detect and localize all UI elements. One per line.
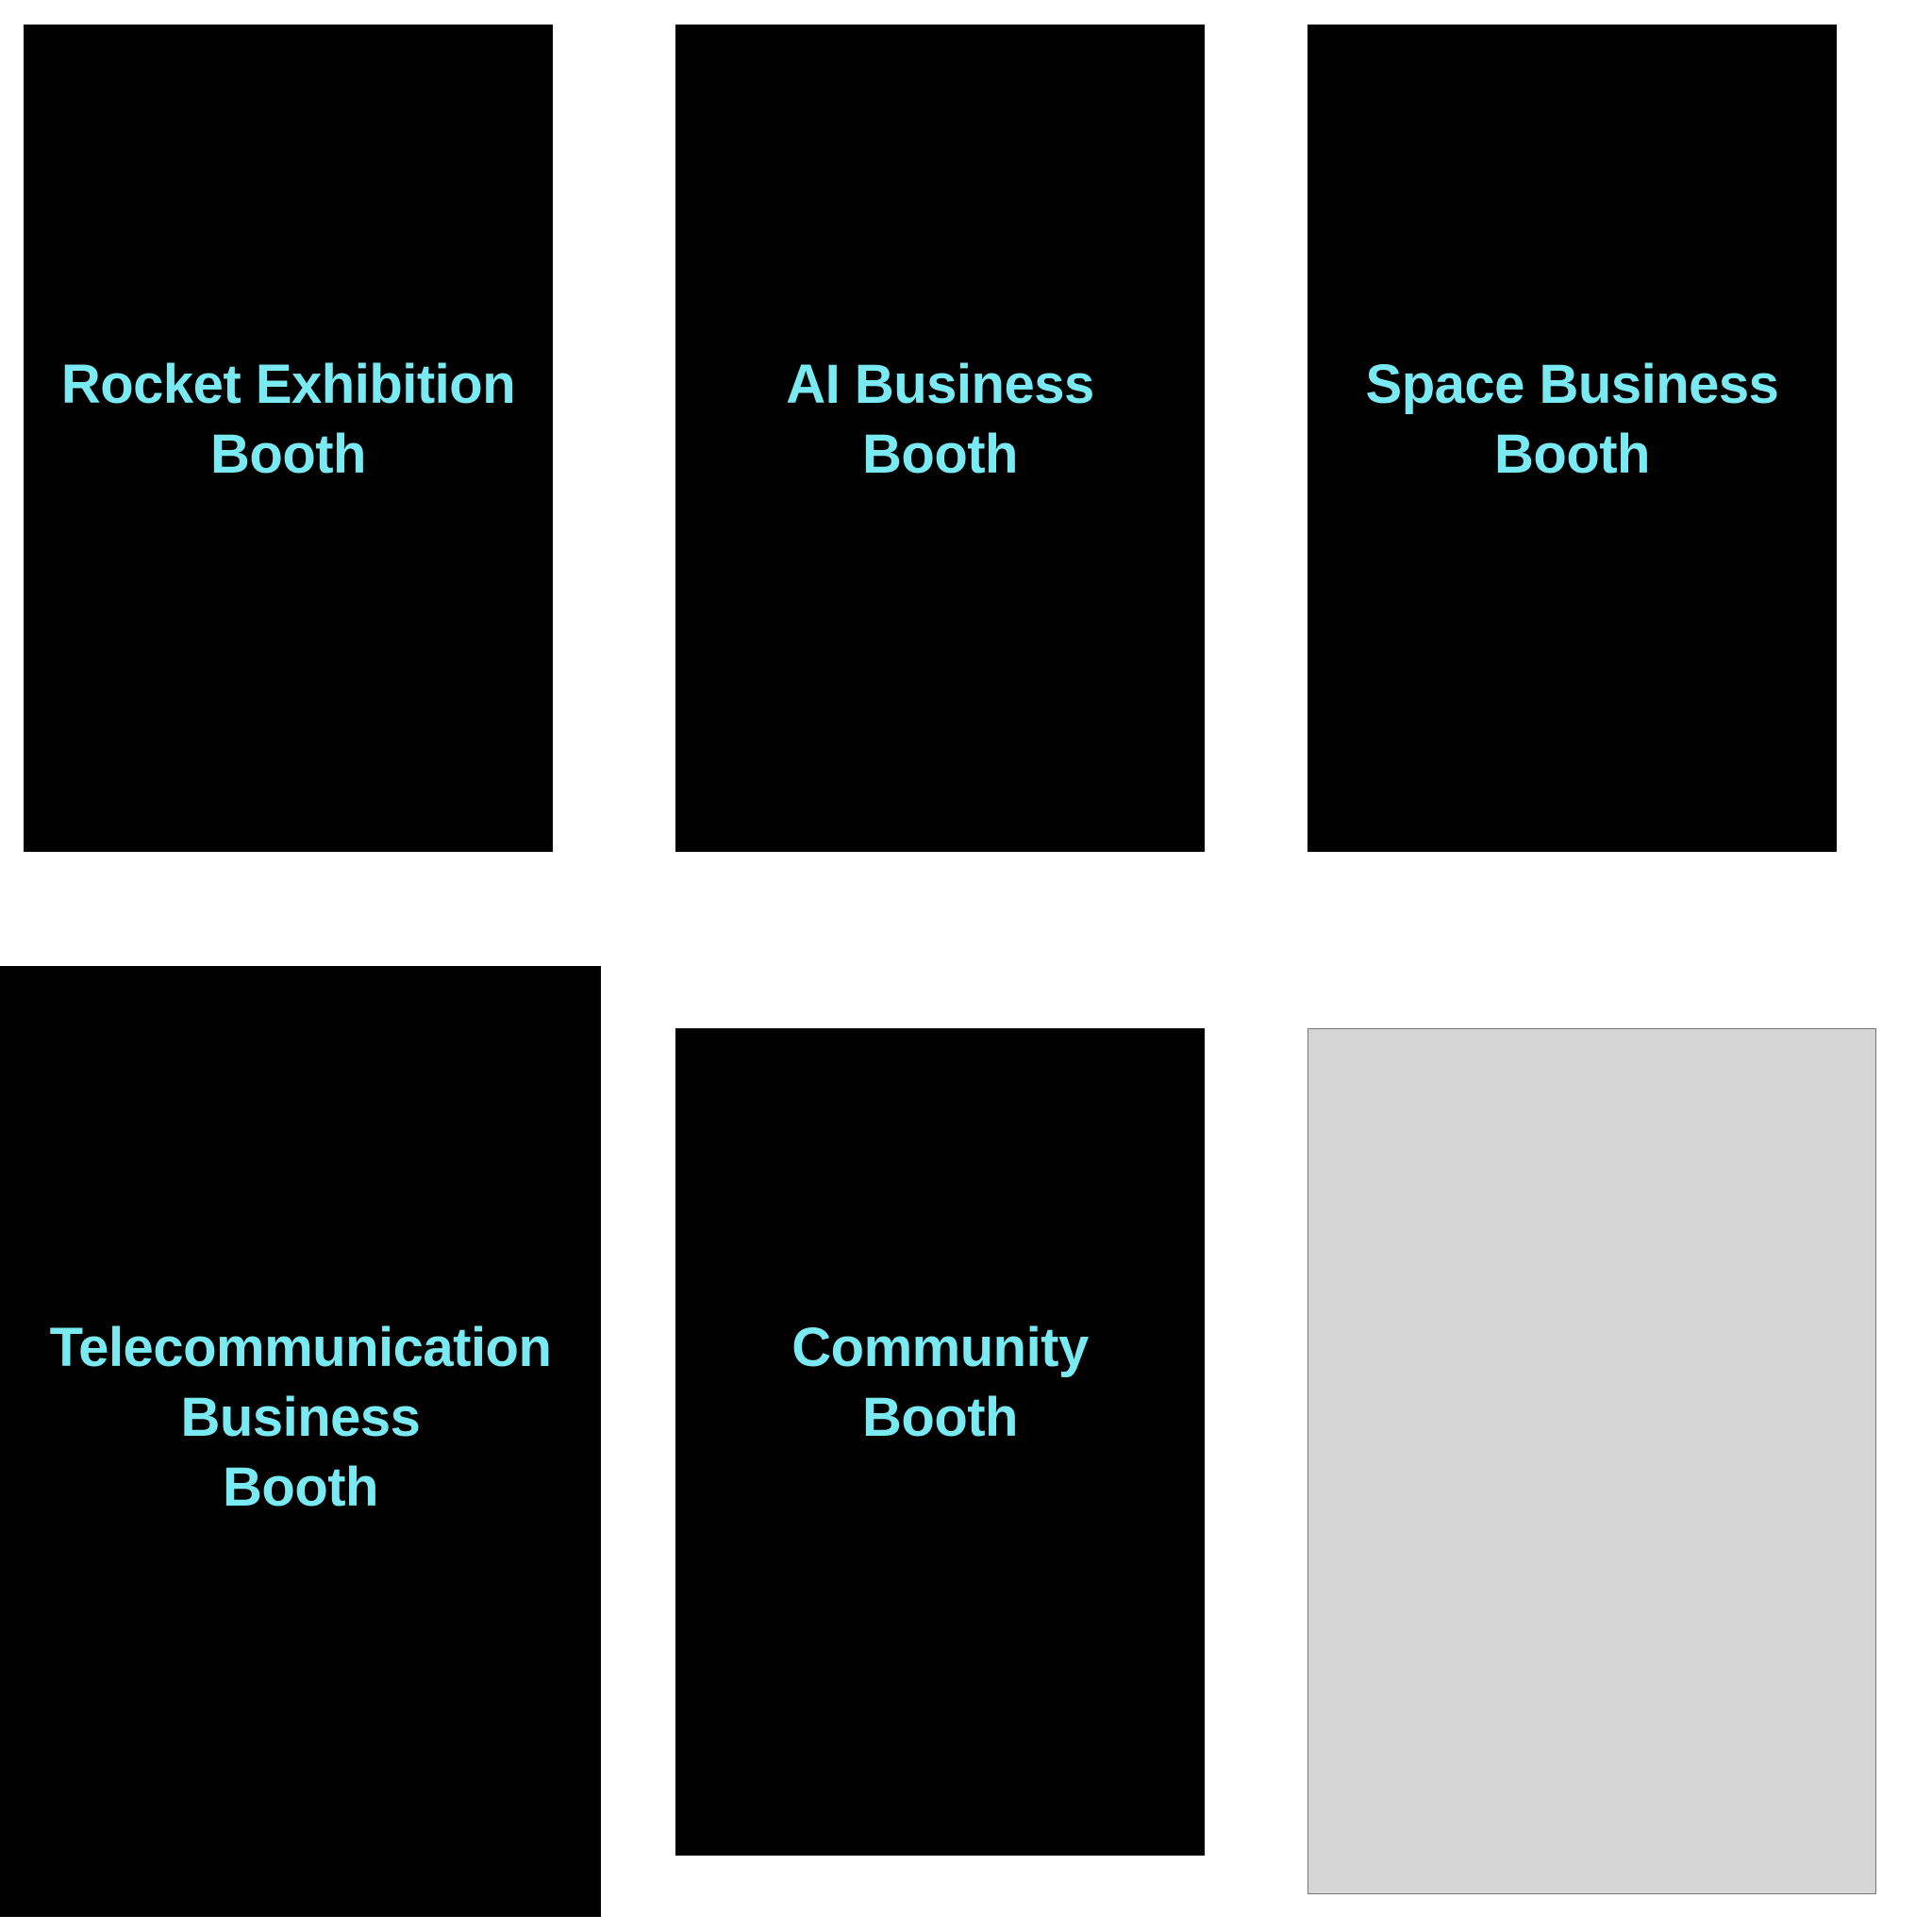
booth-rocket-exhibition [24,25,553,852]
booth-community [675,1028,1205,1856]
booth-label-line: Rocket Exhibition [60,354,516,415]
booth-label [0,1313,601,1523]
booth-label [675,1313,1205,1453]
booth-empty-slot [1307,1028,1876,1894]
booth-label [24,350,553,490]
booth-ai-business [675,25,1205,852]
booth-space-business [1307,25,1837,852]
booth-label-line: Booth [223,1457,378,1518]
booth-label-line: Booth [210,424,366,485]
booth-label [1307,350,1837,490]
booth-label-line: Booth [862,1387,1018,1448]
booth-label [675,350,1205,490]
booth-label-line: Booth [1494,424,1650,485]
booth-telecommunication-business [0,966,601,1917]
booth-label-line: Telecommunication [49,1317,552,1378]
booth-label-line: Business [180,1387,421,1448]
booth-label-line: AI Business [786,354,1094,415]
booth-label-line: Space Business [1365,354,1779,415]
booth-label-line: Community [791,1317,1089,1378]
booth-label-line: Booth [862,424,1018,485]
